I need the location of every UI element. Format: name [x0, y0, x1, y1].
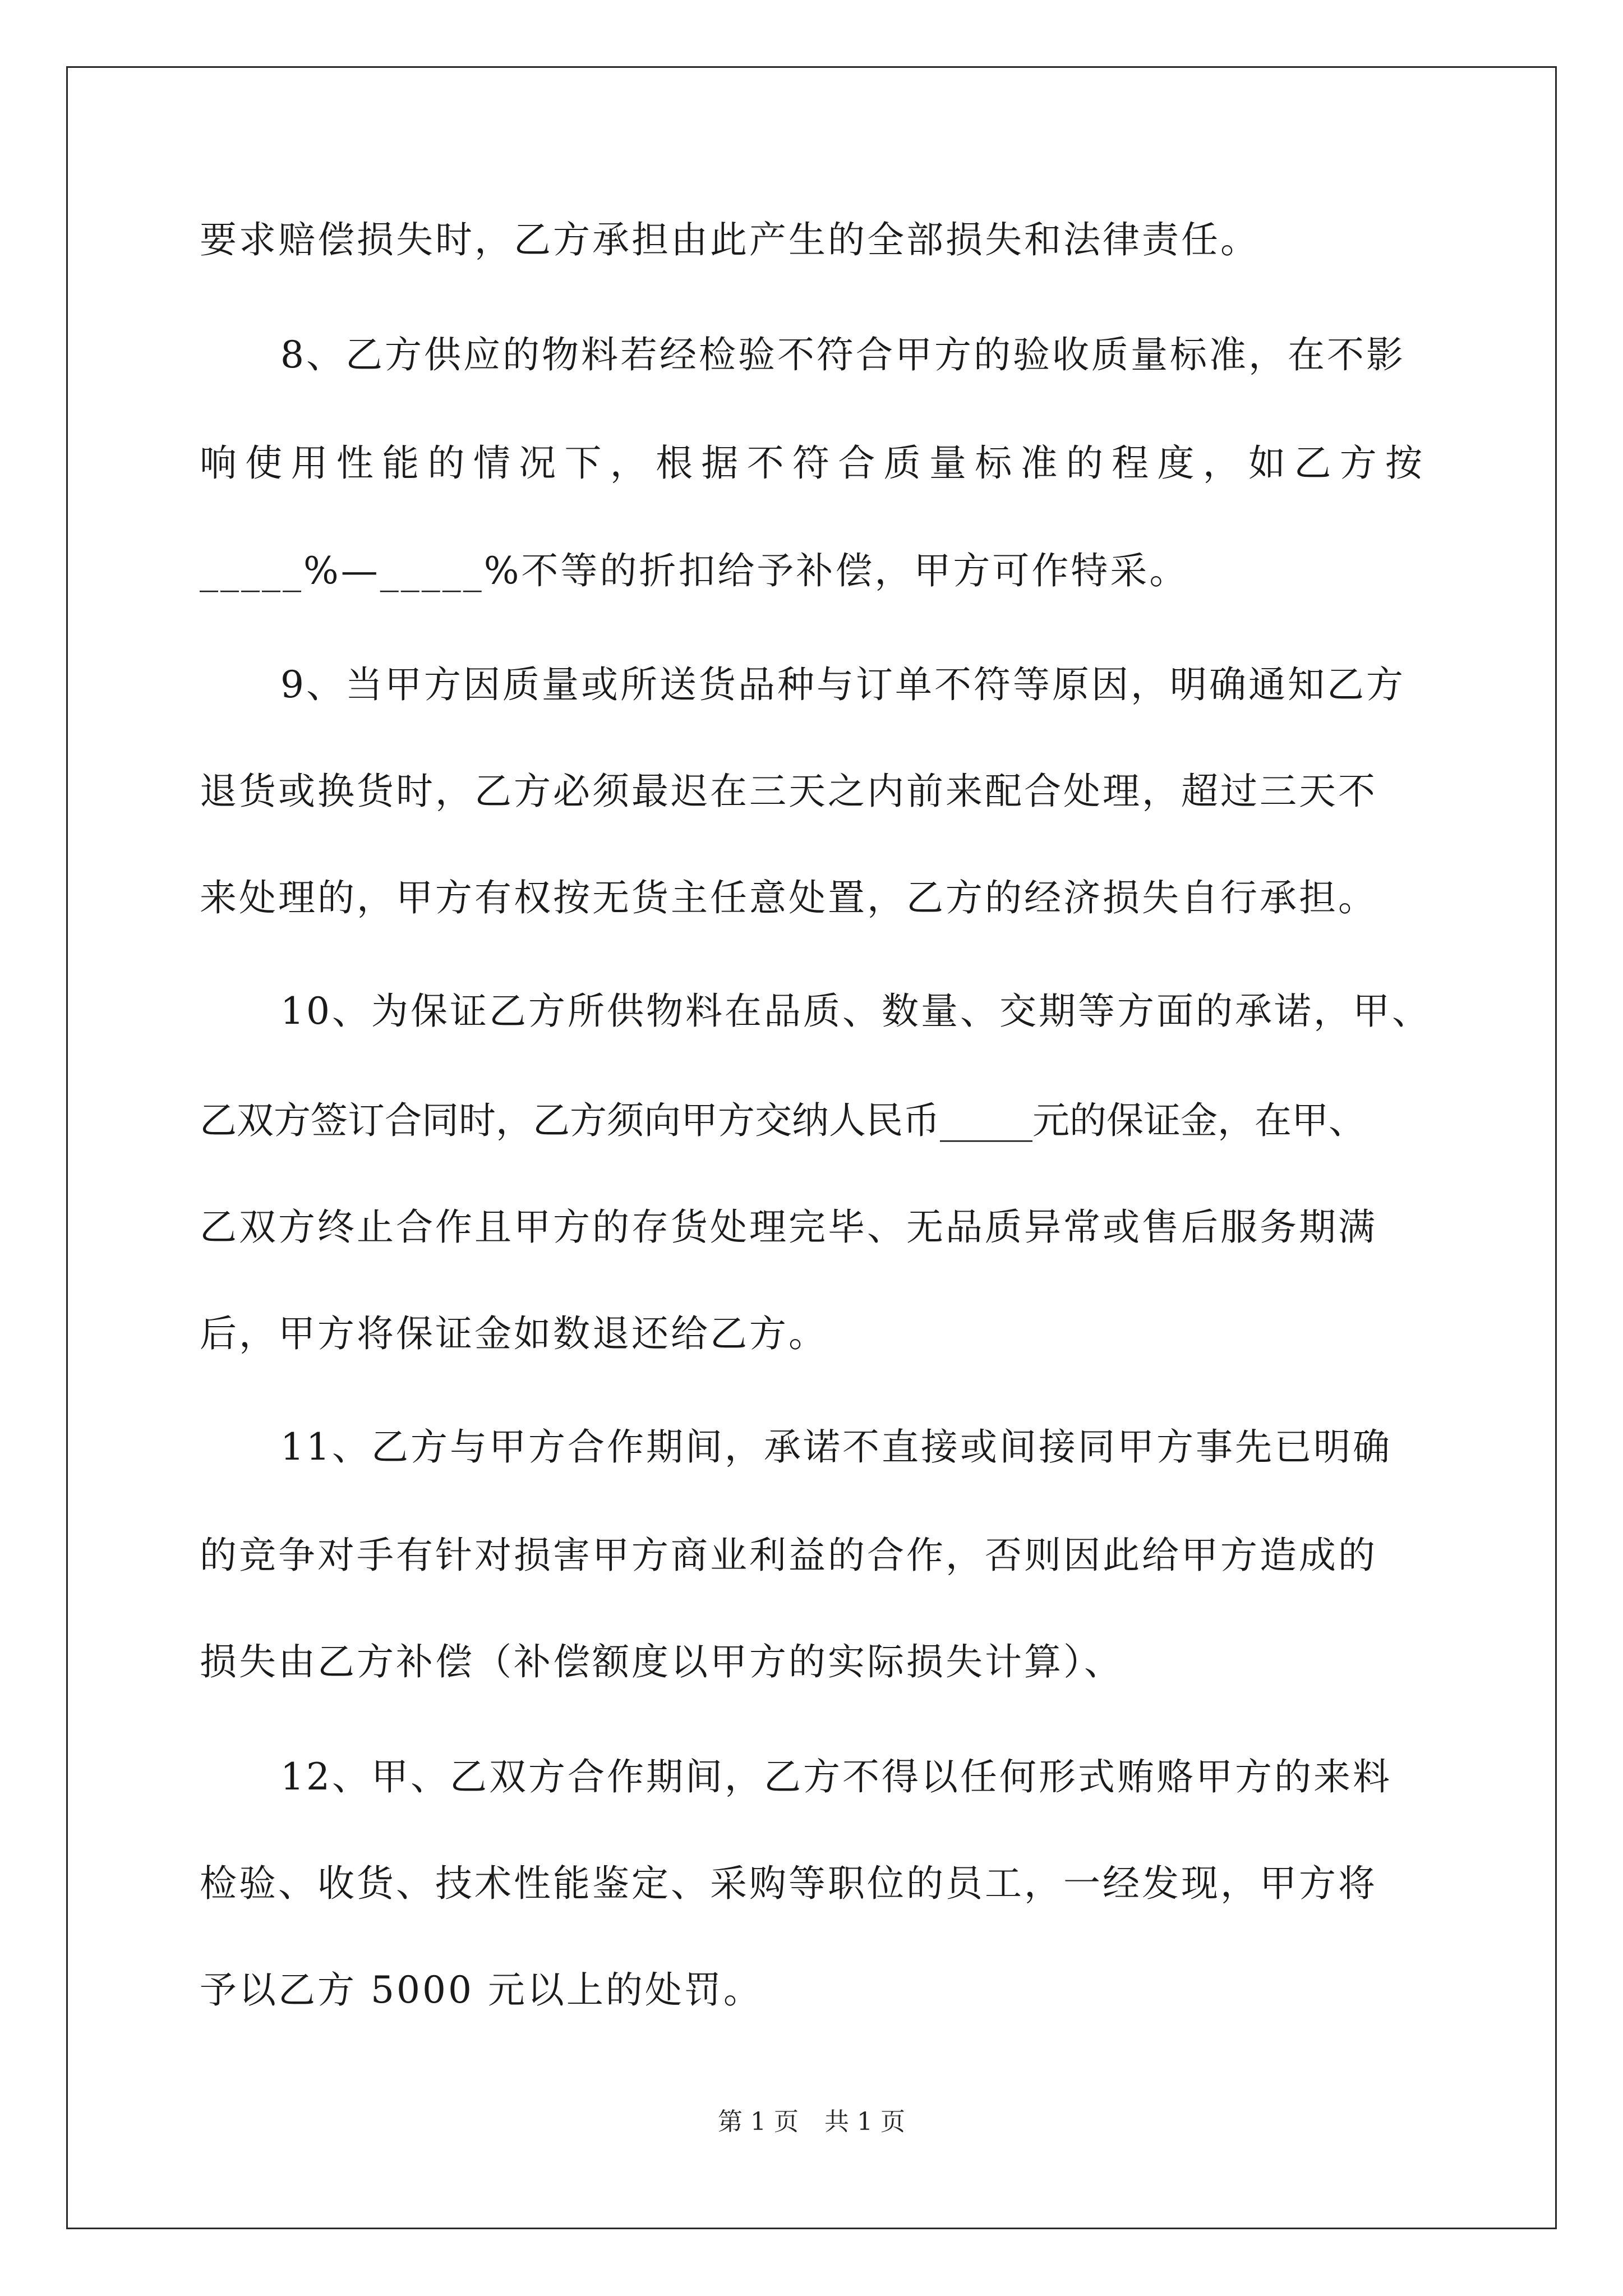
clause-8-line-2: 响使用性能的情况下，根据不符合质量标准的程度，如乙方按 — [200, 441, 1422, 485]
clause-10-line-1: 10、为保证乙方所供物料在品质、数量、交期等方面的承诺，甲、 — [280, 990, 1431, 1033]
clause-11-line-2: 的竞争对手有针对损害甲方商业利益的合作，否则因此给甲方造成的 — [200, 1534, 1377, 1577]
clause-12-line-3: 予以乙方 5000 元以上的处罚。 — [200, 1968, 763, 2012]
clause-12-line-2: 检验、收货、技术性能鉴定、采购等职位的员工，一经发现，甲方将 — [200, 1862, 1377, 1905]
clause-8-line-1: 8、乙方供应的物料若经检验不符合甲方的验收质量标准，在不影 — [280, 333, 1405, 376]
clause-11-line-1: 11、乙方与甲方合作期间，承诺不直接或间接同甲方事先已明确 — [280, 1425, 1392, 1469]
clause-11-line-3: 损失由乙方补偿（补偿额度以甲方的实际损失计算）、 — [200, 1640, 1123, 1683]
clause-8-line-3: _____%—_____%不等的折扣给予补偿，甲方可作特采。 — [200, 549, 1189, 592]
clause-9-line-2: 退货或换货时，乙方必须最迟在三天之内前来配合处理，超过三天不 — [200, 770, 1377, 813]
page-footer — [0, 2110, 1623, 2134]
clause-12-line-1: 12、甲、乙双方合作期间，乙方不得以任何形式贿赂甲方的来料 — [280, 1755, 1392, 1798]
clause-10-line-2: 乙双方签订合同时，乙方须向甲方交纳人民币_____元的保证金，在甲、 — [200, 1099, 1366, 1142]
text-line-1: 要求赔偿损失时，乙方承担由此产生的全部损失和法律责任。 — [200, 218, 1260, 261]
clause-10-line-3: 乙双方终止合作且甲方的存货处理完毕、无品质异常或售后服务期满 — [200, 1205, 1377, 1249]
page-number-total: 共 1 页 — [824, 2108, 905, 2136]
clause-10-line-4: 后，甲方将保证金如数退还给乙方。 — [200, 1312, 828, 1355]
page-number-current: 第 1 页 — [718, 2108, 799, 2136]
clause-9-line-1: 9、当甲方因质量或所送货品种与订单不符等原因，明确通知乙方 — [280, 663, 1405, 706]
clause-9-line-3: 来处理的，甲方有权按无货主任意处置，乙方的经济损失自行承担。 — [200, 876, 1377, 919]
